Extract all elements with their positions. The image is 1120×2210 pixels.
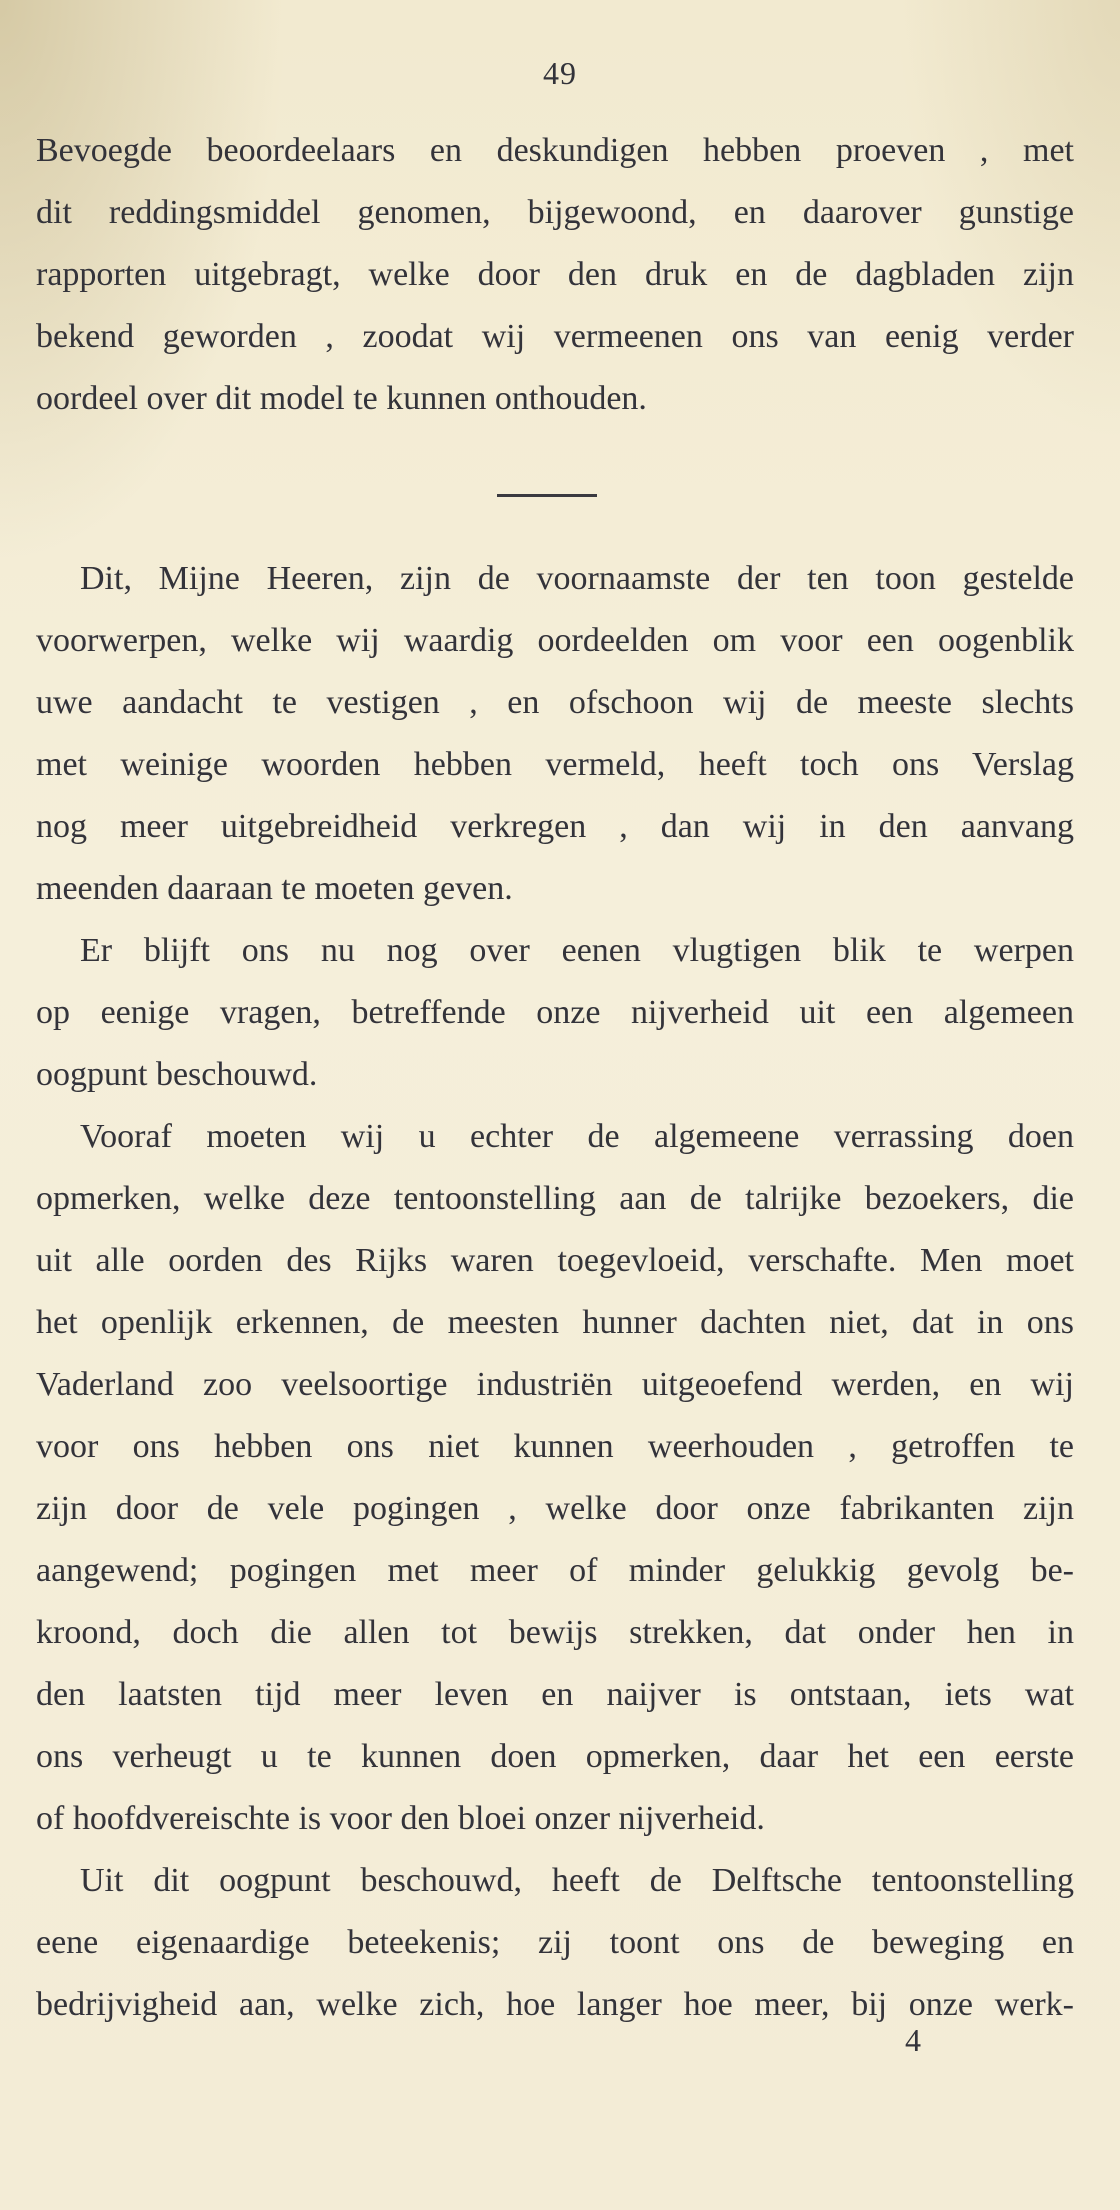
- text-line: bekend geworden , zoodat wij vermeenen ons van eenig verder: [36, 318, 1074, 355]
- paragraph-4: [36, 1106, 1074, 1850]
- text-line: voorwerpen, welke wij waardig oordeelden om voor een oogenblik: [36, 622, 1074, 659]
- text-line: uit alle oorden des Rijks waren toegevloeid, verschafte. Men moet: [36, 1242, 1074, 1279]
- text-line: nog meer uitgebreidheid verkregen , dan wij in den aanvang: [36, 808, 1074, 845]
- text-line: kroond, doch die allen tot bewijs strekken, dat onder hen in: [36, 1614, 1074, 1651]
- text-line: uwe aandacht te vestigen , en ofschoon wij de meeste slechts: [36, 684, 1074, 721]
- text-line: oordeel over dit model te kunnen onthouden.: [36, 380, 647, 417]
- text-line: eene eigenaardige beteekenis; zij toont ons de beweging en: [36, 1924, 1074, 1961]
- text-line: aangewend; pogingen met meer of minder gelukkig gevolg be-: [36, 1552, 1074, 1589]
- section-divider: [497, 494, 597, 497]
- text-line: met weinige woorden hebben vermeld, heeft toch ons Verslag: [36, 746, 1074, 783]
- text-line: Bevoegde beoordeelaars en deskundigen hebben proeven , met: [36, 132, 1074, 169]
- text-line: Vooraf moeten wij u echter de algemeene verrassing doen: [80, 1118, 1074, 1155]
- paragraph-2: [36, 548, 1074, 920]
- text-line: of hoofdvereischte is voor den bloei onzer nijverheid.: [36, 1800, 765, 1837]
- paragraph-1: [36, 120, 1074, 430]
- text-line: den laatsten tijd meer leven en naijver is ontstaan, iets wat: [36, 1676, 1074, 1713]
- text-line: ons verheugt u te kunnen doen opmerken, daar het een eerste: [36, 1738, 1074, 1775]
- text-line: bedrijvigheid aan, welke zich, hoe langer hoe meer, bij onze werk-: [36, 1986, 1074, 2023]
- text-line: voor ons hebben ons niet kunnen weerhouden , getroffen te: [36, 1428, 1074, 1465]
- text-line: zijn door de vele pogingen , welke door onze fabrikanten zijn: [36, 1490, 1074, 1527]
- paragraph-5: [36, 1850, 1074, 2036]
- text-line: op eenige vragen, betreffende onze nijverheid uit een algemeen: [36, 994, 1074, 1031]
- text-line: oogpunt beschouwd.: [36, 1056, 318, 1093]
- text-line: dit reddingsmiddel genomen, bijgewoond, en daarover gunstige: [36, 194, 1074, 231]
- text-line: het openlijk erkennen, de meesten hunner dachten niet, dat in ons: [36, 1304, 1074, 1341]
- text-line: Uit dit oogpunt beschouwd, heeft de Delftsche tentoonstelling: [80, 1862, 1074, 1899]
- signature-mark: 4: [905, 2022, 921, 2058]
- text-line: Er blijft ons nu nog over eenen vlugtigen blik te werpen: [80, 932, 1074, 969]
- text-line: Dit, Mijne Heeren, zijn de voornaamste der ten toon gestelde: [80, 560, 1074, 597]
- text-line: Vaderland zoo veelsoortige industriën uitgeoefend werden, en wij: [36, 1366, 1074, 1403]
- text-line: rapporten uitgebragt, welke door den druk en de dagbladen zijn: [36, 256, 1074, 293]
- text-line: meenden daaraan te moeten geven.: [36, 870, 513, 907]
- page-number: 49: [543, 55, 577, 91]
- paragraph-3: [36, 920, 1074, 1106]
- text-line: opmerken, welke deze tentoonstelling aan de talrijke bezoekers, die: [36, 1180, 1074, 1217]
